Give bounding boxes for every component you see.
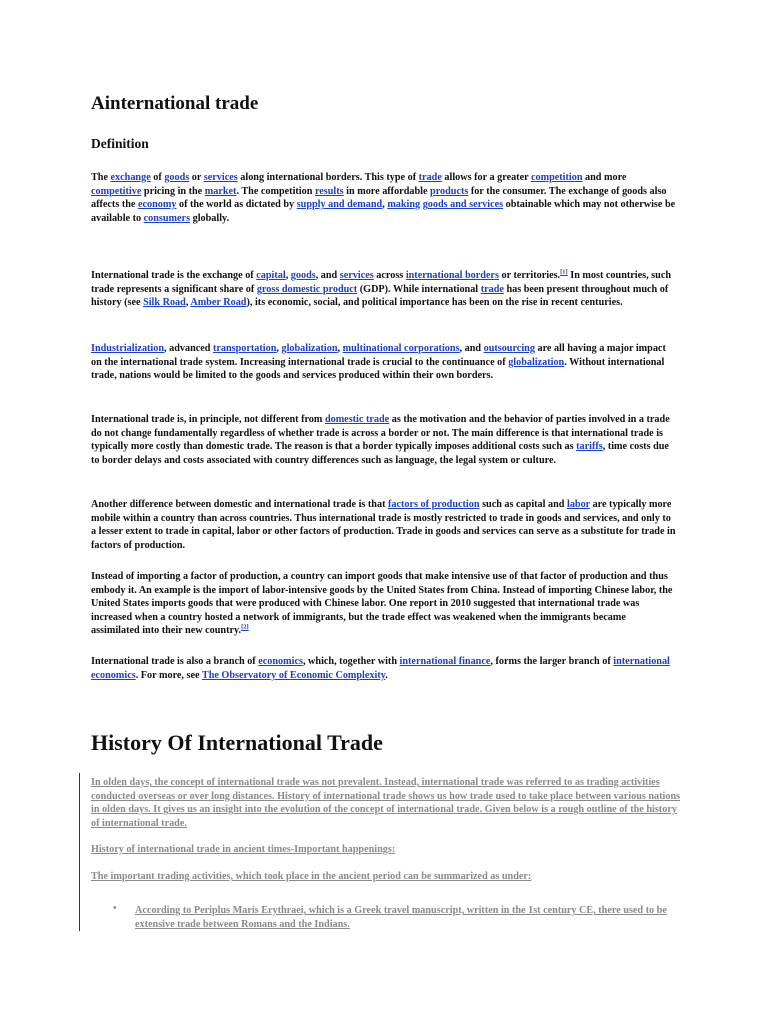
history-bullet-item[interactable]: According to Periplus Maris Erythraei, which is a Greek travel manuscript, written in the 1st century CE, there used to be extensive trade between Romans and the Indians.: [135, 905, 667, 930]
text: across: [373, 270, 406, 281]
footnote-link-2[interactable]: [2]: [241, 623, 249, 631]
link-services[interactable]: services: [339, 270, 374, 281]
text: such as capital and: [479, 499, 567, 510]
link-goods-and-services[interactable]: goods and services: [422, 199, 504, 211]
link-trade[interactable]: trade: [418, 172, 442, 183]
link-outsourcing[interactable]: outsourcing: [483, 343, 535, 354]
link-supply-and-demand[interactable]: supply and demand: [296, 199, 383, 211]
text: , and: [459, 343, 484, 354]
link-goods[interactable]: goods: [164, 172, 190, 183]
left-margin-rule: [79, 773, 80, 931]
text: globally.: [190, 212, 230, 224]
link-economy[interactable]: economy: [137, 199, 177, 211]
link-capital[interactable]: capital: [256, 270, 286, 281]
text: International trade is, in principle, not different from: [91, 414, 325, 425]
text: along international borders. This type of: [237, 172, 419, 183]
footnote-link-1[interactable]: [1]: [560, 268, 568, 276]
link-results[interactable]: results: [314, 185, 344, 197]
text: , forms the larger branch of: [490, 656, 614, 667]
link-services[interactable]: services: [203, 172, 238, 183]
text: ,: [285, 270, 291, 281]
link-making[interactable]: making: [387, 199, 421, 211]
link-international-borders[interactable]: international borders: [405, 270, 499, 281]
link-industrialization[interactable]: Industrialization: [91, 343, 165, 354]
definition-heading: Definition: [91, 136, 149, 151]
history-ancient-heading[interactable]: History of international trade in ancient times-Important happenings:: [91, 844, 396, 855]
link-labor[interactable]: labor: [566, 499, 591, 510]
history-intro-paragraph[interactable]: In olden days, the concept of international trade was not prevalent. Instead, international trade was referred to as trading activities conducted overseas or over long distances. History of international trade shows us how trade used to take place between various nations in olden days. It gives us an insight into the evolution of the concept of international trade. Given below is a rough outline of the history of international trade.: [91, 777, 681, 829]
text: , and: [315, 270, 340, 281]
text: . For more, see: [135, 669, 202, 681]
link-factors-of-production[interactable]: factors of production: [388, 499, 480, 510]
text: , time costs due to border delays and costs associated with country differences such as language, the legal system or culture.: [91, 441, 669, 466]
link-competitive[interactable]: competitive: [91, 185, 142, 197]
text: or territories.: [498, 270, 561, 281]
paragraph-overview: [91, 269, 676, 310]
text: ,: [382, 199, 388, 211]
text: , which, together with: [302, 656, 400, 667]
text: of: [150, 172, 165, 183]
link-products[interactable]: products: [430, 185, 469, 197]
paragraph-domestic-vs-international: [91, 413, 676, 467]
paragraph-definition: [91, 171, 676, 225]
text: obtainable which may not otherwise be available to: [91, 199, 676, 224]
text: The: [91, 172, 111, 183]
text: or: [189, 172, 204, 183]
text: ,: [337, 343, 343, 354]
history-heading: History Of International Trade: [91, 730, 383, 755]
paragraph-economics-branch: [91, 655, 676, 682]
link-gross-domestic-product[interactable]: gross domestic product: [256, 283, 358, 295]
text: Another difference between domestic and international trade is that: [91, 499, 389, 510]
text: are typically more mobile within a country than across countries. Thus international trade is mostly restricted to trade in goods and services, and only to a lesser extent to trade in capital, labor or other factors of production. Trade in goods and services can serve as a substitute for trade in factors of production.: [91, 499, 676, 551]
link-transportation[interactable]: transportation: [213, 343, 277, 354]
link-globalization[interactable]: globalization: [281, 343, 338, 354]
text: and more: [582, 172, 627, 183]
text: (GDP). While international: [357, 283, 481, 295]
text: ), its economic, social, and political importance has been on the rise in recent centuries.: [246, 297, 623, 309]
text: . The competition: [236, 185, 315, 197]
text: for the consumer. The exchange of goods also affects the: [91, 185, 667, 211]
text: allows for a greater: [441, 172, 531, 183]
text: Instead of importing a factor of production, a country can import goods that make intensive use of that factor of production and thus embody it. An example is the import of labor-intensive goods by the United States from China. Instead of importing Chinese labor, the United States imports goods that were produced with Chinese labor. One report in 2010 suggested that international trade was increased when a country hosted a network of immigrants, but the trade effect was weakened when the immigrants became assimilated into their new country.: [91, 571, 673, 637]
text: , advanced: [164, 343, 213, 354]
paragraph-importing-goods: [91, 570, 676, 638]
bullet-marker: •: [113, 903, 117, 914]
text: International trade is the exchange of: [91, 270, 257, 281]
text: . Without international trade, nations would be limited to the goods and services produced within their own borders.: [91, 356, 665, 382]
text: .: [385, 669, 388, 681]
link-observatory-of-economic-complexity[interactable]: The Observatory of Economic Complexity: [201, 669, 386, 681]
text: In most countries, such trade represents a significant share of: [91, 270, 672, 295]
link-trade[interactable]: trade: [480, 283, 504, 295]
history-summary-line[interactable]: The important trading activities, which took place in the ancient period can be summarized as under:: [91, 871, 532, 882]
link-domestic-trade[interactable]: domestic trade: [324, 414, 390, 425]
text: as the motivation and the behavior of parties involved in a trade do not change fundamentally regardless of whether trade is across a border or not. The main difference is that international trade is typically more costly than domestic trade. The reason is that a border typically imposes additional costs such as: [91, 414, 670, 453]
paragraph-industrialization: [91, 342, 676, 383]
link-consumers[interactable]: consumers: [143, 212, 191, 224]
link-competition[interactable]: competition: [530, 172, 583, 183]
text: ,: [185, 297, 191, 309]
text: are all having a major impact on the international trade system. Increasing international trade is crucial to the continuance of: [91, 343, 666, 368]
link-multinational-corporations[interactable]: multinational corporations: [342, 343, 460, 354]
link-globalization-2[interactable]: globalization: [508, 356, 565, 368]
text: of the world as dictated by: [176, 199, 297, 211]
text: ,: [276, 343, 282, 354]
link-silk-road[interactable]: Silk Road: [143, 297, 186, 309]
link-economics[interactable]: economics: [258, 656, 303, 667]
link-market[interactable]: market: [204, 185, 237, 197]
link-goods[interactable]: goods: [290, 270, 316, 281]
paragraph-factors-of-production: [91, 498, 676, 552]
link-tariffs[interactable]: tariffs: [576, 441, 603, 453]
text: in more affordable: [343, 185, 431, 197]
text: has been present throughout much of history (see: [91, 283, 669, 309]
link-exchange[interactable]: exchange: [110, 172, 151, 183]
text: pricing in the: [141, 185, 205, 197]
text: International trade is also a branch of: [91, 656, 259, 667]
link-international-finance[interactable]: international finance: [399, 656, 491, 667]
link-international-economics[interactable]: international economics: [91, 656, 670, 681]
page-title: Ainternational trade: [91, 93, 259, 114]
link-amber-road[interactable]: Amber Road: [190, 297, 247, 309]
